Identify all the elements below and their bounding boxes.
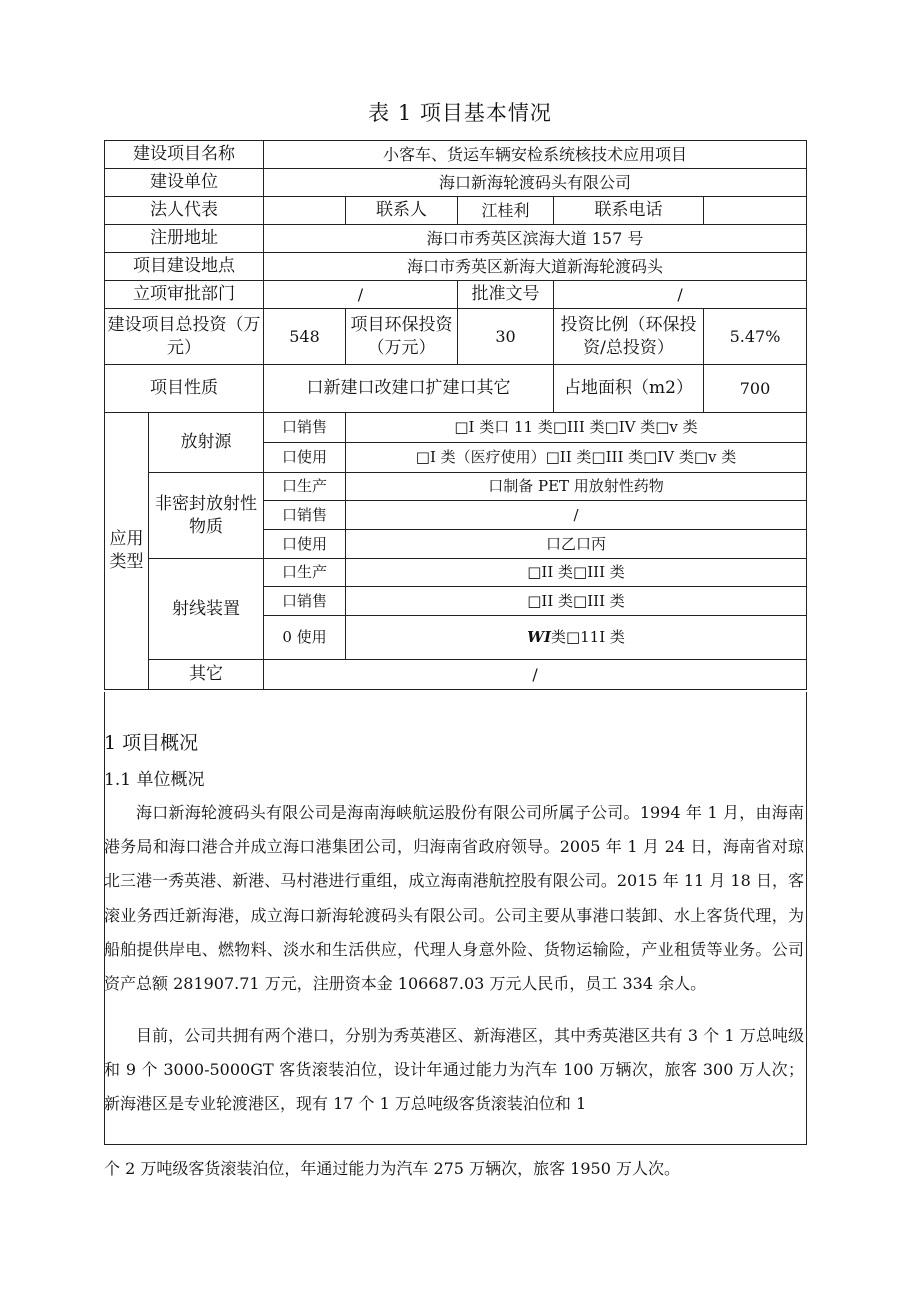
ray-use-label: 0 使用: [264, 616, 346, 660]
phone-label: 联系电话: [554, 197, 704, 225]
env-invest-value: 30: [458, 309, 554, 365]
source-sale-label: 口销售: [264, 413, 346, 443]
site-value: 海口市秀英区新海大道新海轮渡码头: [264, 253, 807, 281]
ray-sale-label: 口销售: [264, 587, 346, 616]
invest-label: 建设项目总投资（万元）: [105, 309, 264, 365]
contact-value: 江桂利: [458, 197, 554, 225]
paragraph-ports: 目前，公司共拥有两个港口，分别为秀英港区、新海港区，其中秀英港区共有 3 个 1 万总吨级和 9 个 3000-5000GT 客货滚装泊位，设计年通过能力为汽车 100 万辆次，旅客 300 万人次；新海港区是专业轮渡港区，现有 17 个 1 万总吨级客货滚装泊位和 1: [104, 1026, 804, 1114]
subsection-heading: 1.1 单位概况: [104, 770, 205, 790]
other-value: /: [264, 660, 807, 690]
ratio-value: 5.47%: [704, 309, 807, 365]
area-label: 占地面积（m2）: [554, 365, 704, 413]
address-label: 注册地址: [105, 225, 264, 253]
source-use-value: □I 类（医疗使用）□II 类□III 类□IV 类□v 类: [346, 443, 807, 473]
unsealed-sale-label: 口销售: [264, 501, 346, 530]
project-name-label: 建设项目名称: [105, 141, 264, 169]
nature-value: 口新建口改建口扩建口其它: [264, 365, 554, 413]
area-value: 700: [704, 365, 807, 413]
address-value: 海口市秀英区滨海大道 157 号: [264, 225, 807, 253]
approval-doc-label: 批准文号: [458, 281, 554, 309]
unsealed-use-label: 口使用: [264, 530, 346, 559]
contact-label: 联系人: [346, 197, 458, 225]
ray-prod-label: 口生产: [264, 559, 346, 587]
continuation-text: 个 2 万吨级客货滚装泊位，年通过能力为汽车 275 万辆次，旅客 1950 万人次。: [104, 1159, 680, 1178]
approval-dept-label: 立项审批部门: [105, 281, 264, 309]
section-heading: 1 项目概况: [104, 732, 199, 754]
ray-use-value: [346, 616, 807, 660]
paragraph-company: 海口新海轮渡码头有限公司是海南海峡航运股份有限公司所属子公司。1994 年 1 月，由海南港务局和海口港合并成立海口港集团公司，归海南省政府领导。2005 年 1 月 24 日，海南省对琼北三港一秀英港、新港、马村港进行重组，成立海南港航控股有限公司。2015 年 11 月 18 日，客滚业务西迁新海港，成立海口新海轮渡码头有限公司。公司主要从事港口装卸、水上客货代理，为船舶提供岸电、燃物料、淡水和生活供应，代理人身意外险、货物运输险，产业租赁等业务。公司资产总额 281907.71 万元，注册资本金 106687.03 万元人民币，员工 334 余人。: [104, 803, 804, 994]
source-label: 放射源: [149, 413, 264, 473]
env-invest-label: 项目环保投资（万元）: [346, 309, 458, 365]
unsealed-prod-label: 口生产: [264, 473, 346, 501]
unit-label: 建设单位: [105, 169, 264, 197]
legal-rep-value: [264, 197, 346, 225]
nature-label: 项目性质: [105, 365, 264, 413]
other-label: 其它: [149, 660, 264, 690]
unsealed-sale-value: /: [346, 501, 807, 530]
source-sale-value: □I 类口 11 类□III 类□IV 类□v 类: [346, 413, 807, 443]
approval-doc-value: /: [554, 281, 807, 309]
unsealed-use-value: 口乙口丙: [346, 530, 807, 559]
unsealed-label: 非密封放射性物质: [149, 473, 264, 559]
source-use-label: 口使用: [264, 443, 346, 473]
app-type-label: 应用类型: [105, 413, 149, 690]
table-title: 表 1 项目基本情况: [368, 101, 552, 125]
unsealed-prod-value: 口制备 PET 用放射性药物: [346, 473, 807, 501]
phone-value: [704, 197, 807, 225]
legal-rep-label: 法人代表: [105, 197, 264, 225]
site-label: 项目建设地点: [105, 253, 264, 281]
ray-prod-value: □II 类□III 类: [346, 559, 807, 587]
project-name-value: 小客车、货运车辆安检系统核技术应用项目: [264, 141, 807, 169]
ray-use-value-text: 类□11I 类: [550, 628, 625, 647]
ray-use-value-em: WI: [527, 628, 551, 647]
approval-dept-value: /: [264, 281, 458, 309]
unit-value: 海口新海轮渡码头有限公司: [264, 169, 807, 197]
ray-label: 射线装置: [149, 559, 264, 660]
ray-sale-value: □II 类□III 类: [346, 587, 807, 616]
invest-value: 548: [264, 309, 346, 365]
project-info-table: [104, 140, 807, 690]
ratio-label: 投资比例（环保投资/总投资）: [554, 309, 704, 365]
